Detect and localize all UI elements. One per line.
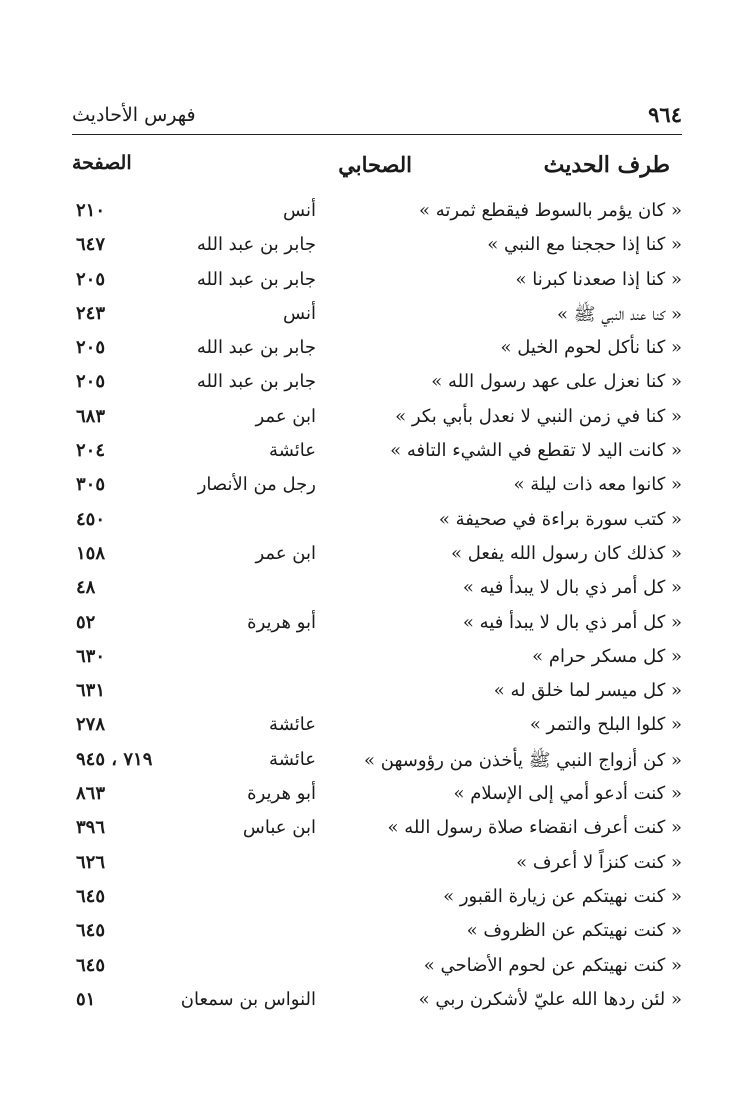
hadith-text: « كان يؤمر بالسوط فيقطع ثمرته » <box>419 200 682 221</box>
hadith-text: « كل أمر ذي بال لا يبدأ فيه » <box>462 611 682 633</box>
index-row <box>72 986 682 1020</box>
index-row <box>72 574 682 608</box>
page-reference: ٢٠٤ <box>76 440 106 462</box>
index-row <box>72 334 682 368</box>
hadith-text: « كل ميسر لما خلق له » <box>493 680 682 702</box>
index-row <box>72 609 682 643</box>
companion-name: عائشة <box>269 748 316 770</box>
index-row <box>72 403 682 437</box>
column-header-page: الصفحة <box>72 152 132 174</box>
page-reference: ٦٨٣ <box>76 405 106 427</box>
index-row <box>72 506 682 540</box>
hadith-text: « كنا إذا صعدنا كبرنا » <box>515 268 682 290</box>
hadith-text: « كنا نأكل لحوم الخيل » <box>500 337 682 359</box>
hadith-text: « كنت نهيتكم عن لحوم الأضاحي » <box>423 954 682 976</box>
companion-name: أبو هريرة <box>247 783 316 805</box>
page-reference: ٢٠٥ <box>76 268 106 290</box>
page-reference: ٢٤٣ <box>76 302 106 324</box>
companion-name: ابن عباس <box>242 817 316 839</box>
index-row <box>72 677 682 711</box>
index-row <box>72 231 682 265</box>
index-row <box>72 471 682 505</box>
hadith-text: « كنا نعزل على عهد رسول الله » <box>431 371 682 393</box>
column-headers <box>72 152 670 188</box>
hadith-text: « كتب سورة براءة في صحيفة » <box>438 508 682 530</box>
hadith-text: « كنت نهيتكم عن زيارة القبور » <box>443 885 682 907</box>
hadith-text: « كنا عند النبي ﷺ » <box>557 303 682 325</box>
index-row <box>72 266 682 300</box>
column-header-hadith: طرف الحديث <box>543 152 670 178</box>
column-header-companion: الصحابي <box>338 152 412 177</box>
page-reference: ٧١٩ ، ٩٤٥ <box>76 748 153 770</box>
page-reference: ٢٧٨ <box>76 714 106 736</box>
companion-name: ابن عمر <box>255 405 316 427</box>
index-row <box>72 643 682 677</box>
index-row <box>72 814 682 848</box>
hadith-text: « كانوا معه ذات ليلة » <box>513 474 682 496</box>
index-row <box>72 952 682 986</box>
index-row <box>72 197 682 231</box>
companion-name: جابر بن عبد الله <box>196 337 316 359</box>
index-row <box>72 849 682 883</box>
index-row <box>72 883 682 917</box>
page-reference: ٥٢ <box>76 611 96 633</box>
page-reference: ٦٢٦ <box>76 851 106 873</box>
page-reference: ٦٣٠ <box>76 645 106 667</box>
index-row <box>72 437 682 471</box>
index-row <box>72 368 682 402</box>
hadith-text: « كنت كنزاً لا أعرف » <box>516 851 682 873</box>
index-row <box>72 746 682 780</box>
page-reference: ٦٤٥ <box>76 885 106 907</box>
page-reference: ٤٥٠ <box>76 508 106 530</box>
companion-name: جابر بن عبد الله <box>196 371 316 393</box>
hadith-text: « كنا في زمن النبي لا نعدل بأبي بكر » <box>395 405 682 427</box>
page-number: ٩٦٤ <box>648 102 682 127</box>
hadith-text: « كذلك كان رسول الله يفعل » <box>451 542 682 564</box>
index-row <box>72 540 682 574</box>
hadith-text: « كنت أعرف انقضاء صلاة رسول الله » <box>387 817 682 839</box>
companion-name: النواس بن سمعان <box>180 988 316 1010</box>
companion-name: رجل من الأنصار <box>197 474 316 496</box>
companion-name: جابر بن عبد الله <box>196 234 316 256</box>
page-reference: ٣٩٦ <box>76 817 106 839</box>
companion-name: عائشة <box>269 714 316 736</box>
running-title: فهرس الأحاديث <box>72 104 196 126</box>
page-reference: ٦٤٧ <box>76 234 106 256</box>
companion-name: ابن عمر <box>255 542 316 564</box>
page-reference: ٣٠٥ <box>76 474 106 496</box>
page-reference: ٢١٠ <box>76 200 106 221</box>
hadith-text: « كل أمر ذي بال لا يبدأ فيه » <box>462 577 682 599</box>
running-header <box>72 100 682 135</box>
hadith-text: « كانت اليد لا تقطع في الشيء التافه » <box>390 440 682 462</box>
companion-name: عائشة <box>269 440 316 462</box>
companion-name: أنس <box>283 302 316 324</box>
page-reference: ٦٣١ <box>76 680 106 702</box>
hadith-text: « لئن ردها الله عليّ لأشكرن ربي » <box>418 988 682 1010</box>
hadith-text: « كلوا البلح والتمر » <box>529 714 682 736</box>
page-reference: ٤٨ <box>76 577 96 599</box>
companion-name: أنس <box>283 200 316 221</box>
page-reference: ١٥٨ <box>76 542 106 564</box>
companion-name: أبو هريرة <box>247 611 316 633</box>
index-row <box>72 711 682 745</box>
index-row <box>72 917 682 951</box>
hadith-text: « كنا إذا حججنا مع النبي » <box>487 234 682 256</box>
hadith-text: « كل مسكر حرام » <box>532 645 682 667</box>
page-reference: ٨٦٣ <box>76 783 106 805</box>
page-reference: ٦٤٥ <box>76 920 106 942</box>
hadith-text: « كن أزواج النبي ﷺ يأخذن من رؤوسهن » <box>364 749 682 771</box>
page-reference: ٦٤٥ <box>76 954 106 976</box>
page-reference: ٥١ <box>76 988 96 1010</box>
index-row <box>72 300 682 334</box>
page-reference: ٢٠٥ <box>76 371 106 393</box>
index-row <box>72 780 682 814</box>
hadith-text: « كنت نهيتكم عن الظروف » <box>466 920 682 942</box>
index-table <box>72 197 682 1020</box>
hadith-text: « كنت أدعو أمي إلى الإسلام » <box>453 783 682 805</box>
page-reference: ٢٠٥ <box>76 337 106 359</box>
companion-name: جابر بن عبد الله <box>196 268 316 290</box>
